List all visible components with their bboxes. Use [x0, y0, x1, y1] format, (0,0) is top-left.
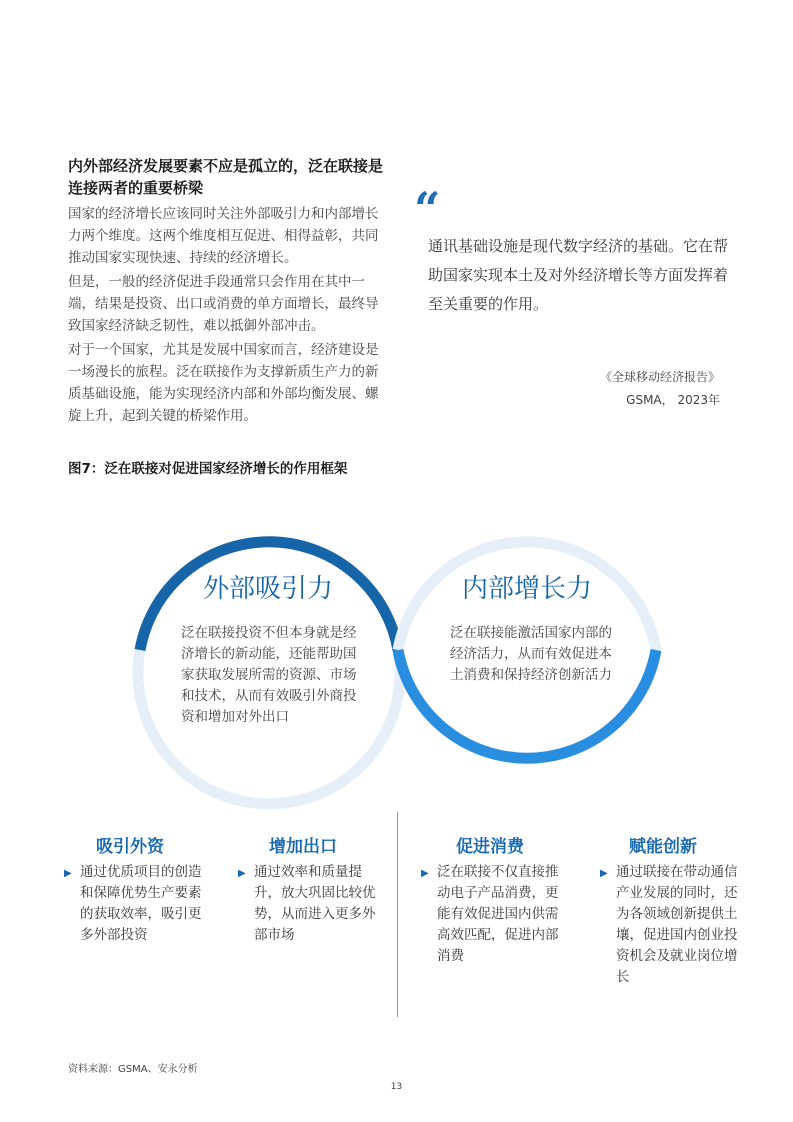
quote-source-org: GSMA， 2023年	[626, 393, 720, 407]
column-body-increase-exports: 通过效率和质量提升，放大巩固比较优势，从而进入更多外部市场	[254, 864, 376, 943]
quote-mark-icon: “	[414, 182, 441, 236]
bullet-icon: ▶	[600, 868, 608, 879]
bullet-icon: ▶	[421, 868, 429, 879]
section-heading: 内外部经济发展要素不应是孤立的，泛在联接是连接两者的重要桥梁	[68, 157, 384, 197]
paragraph-2: 但是，一般的经济促进手段通常只会作用在其中一端，结果是投资、出口或消费的单方面增长，最终导致国家经济缺乏韧性，难以抵御外部冲击。	[68, 274, 379, 334]
paragraph-3: 对于一个国家，尤其是发展中国家而言，经济建设是一场漫长的旅程。泛在联接作为支撑新质生产力的新质基础设施，能为实现经济内部和外部均衡发展、螺旋上升，起到关键的桥梁作用。	[68, 342, 379, 424]
right-circle-body: 泛在联接能激活国家内部的经济活力，从而有效促进本土消费和保持经济创新活力	[450, 625, 612, 683]
left-circle-body: 泛在联接投资不但本身就是经济增长的新动能，还能帮助国家获取发展所需的资源、市场和技术，从而有效吸引外商投资和增加对外出口	[181, 625, 357, 725]
right-circle-title: 内部增长力	[461, 574, 592, 604]
bullet-icon: ▶	[64, 868, 72, 879]
quote-source-title: 《全球移动经济报告》	[599, 370, 720, 384]
bullet-icon: ▶	[238, 868, 246, 879]
left-circle-title: 外部吸引力	[202, 574, 333, 604]
column-title-promote-consumption: 促进消费	[456, 837, 524, 857]
column-title-increase-exports: 增加出口	[269, 837, 337, 857]
column-body-empower-innovation: 通过联接在带动通信产业发展的同时，还为各领域创新提供土壤，促进国内创业投资机会及就业岗位增长	[616, 864, 738, 985]
column-divider	[397, 812, 398, 1017]
column-title-empower-innovation: 赋能创新	[629, 837, 697, 857]
page-number: 13	[390, 1082, 403, 1092]
figure-title: 图7：泛在联接对促进国家经济增长的作用框架	[68, 461, 348, 477]
column-body-promote-consumption: 泛在联接不仅直接推动电子产品消费，更能有效促进国内供需高效匹配，促进内部消费	[437, 864, 559, 964]
paragraph-1: 国家的经济增长应该同时关注外部吸引力和内部增长力两个维度。这两个维度相互促进、相得益彰，共同推动国家实现快速、持续的经济增长。	[68, 206, 379, 266]
column-title-attract-investment: 吸引外资	[96, 837, 164, 857]
quote-text: 通讯基础设施是现代数字经济的基础。它在帮助国家实现本土及对外经济增长等方面发挥着至关重要的作用。	[428, 237, 729, 313]
column-body-attract-investment: 通过优质项目的创造和保障优势生产要素的获取效率，吸引更多外部投资	[80, 864, 202, 943]
footer-source: 资料来源：GSMA、安永分析	[68, 1064, 198, 1075]
